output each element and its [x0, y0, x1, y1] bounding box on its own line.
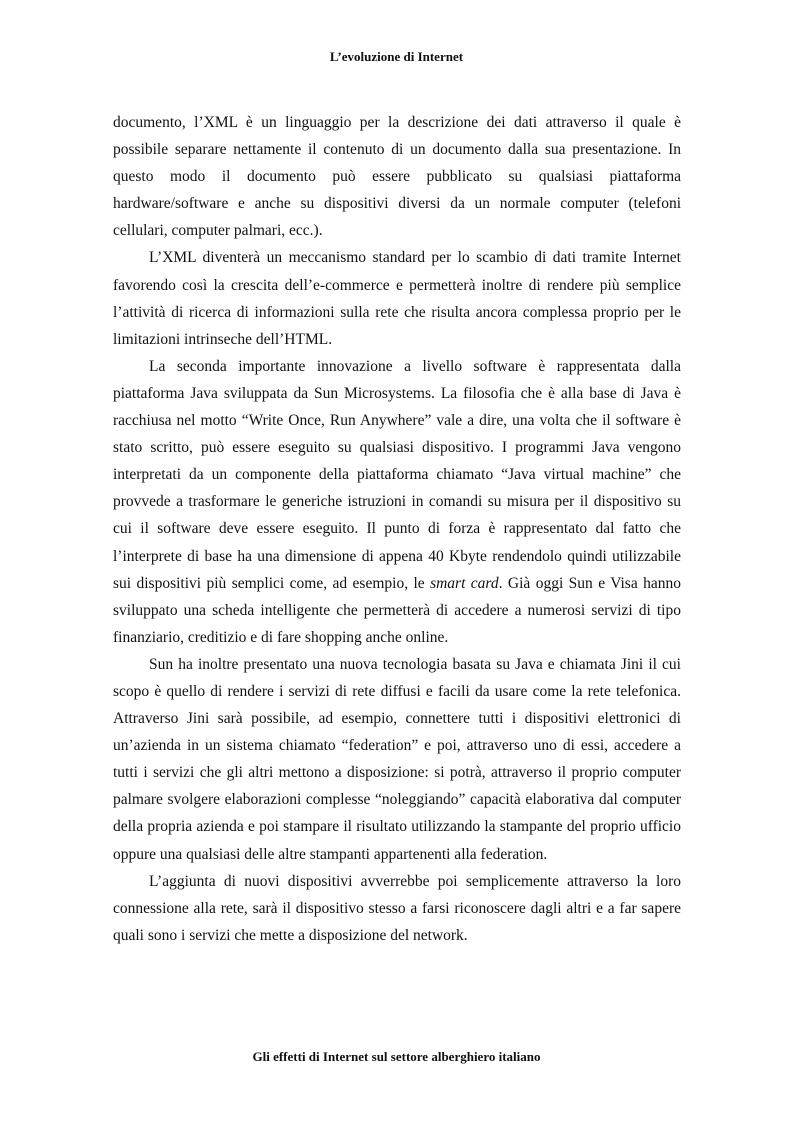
paragraph-xml-continuation: documento, l’XML è un linguaggio per la descrizione dei dati attraverso il quale è possibile separare nettamente il contenuto di un documento dalla sua presentazione. In questo modo il documento può essere pubblicato su qualsiasi piattaforma hardware/software e anche su dispositivi diversi da un normale computer (telefoni cellulari, computer palmari, ecc.).	[113, 114, 681, 240]
paragraph-java-text-start: La seconda importante innovazione a livello software è rappresentata dalla piattaforma Java sviluppata da Sun Microsystems. La filosofia che è alla base di Java è racchiusa nel motto “Write Once, Run Anywhere” vale a dire, una volta che il software è stato scritto, può essere eseguito su qualsiasi dispositivo. I programmi Java vengono interpretati da un componente della piattaforma chiamato “Java virtual machine” che provvede a trasformare le generiche istruzioni in comandi su misura per il dispositivo su cui il software deve essere eseguito. Il punto di forza è rappresentato dal fatto che l’interprete di base ha una dimensione di appena 40 Kbyte rendendolo quindi utilizzabile sui dispositivi più semplici come, ad esempio, le	[113, 357, 681, 592]
smart-card-term: smart card	[430, 574, 499, 592]
paragraph-java	[113, 353, 681, 651]
paragraph-java-text-end: . Già oggi Sun e Visa hanno sviluppato una scheda intelligente che permetterà di accedere a numerosi servizi di tipo finanziario, creditizio e di fare shopping anche online.	[113, 574, 681, 646]
paragraph-new-devices: L’aggiunta di nuovi dispositivi avverrebbe poi semplicemente attraverso la loro connessione alla rete, sarà il dispositivo stesso a farsi riconoscere dagli altri e a far sapere quali sono i servizi che mette a disposizione del network.	[113, 872, 681, 944]
paragraph-jini: Sun ha inoltre presentato una nuova tecnologia basata su Java e chiamata Jini il cui scopo è quello di rendere i servizi di rete diffusi e facili da usare come la rete telefonica. Attraverso Jini sarà possibile, ad esempio, connettere tutti i dispositivi elettronici di un’azienda in un sistema chiamato “federation” e poi, attraverso uno di essi, accedere a tutti i servizi che gli altri mettono a disposizione: si potrà, attraverso il proprio computer palmare svolgere elaborazioni complesse “noleggiando” capacità elaborativa dal computer della propria azienda e poi stampare il risultato utilizzando la stampante del proprio ufficio oppure una qualsiasi delle altre stampanti appartenenti alla federation.	[113, 655, 681, 863]
body-text	[113, 109, 681, 949]
running-header: L’evoluzione di Internet	[329, 49, 464, 64]
running-footer: Gli effetti di Internet sul settore alberghiero italiano	[252, 1049, 541, 1064]
paragraph-xml-standard: L’XML diventerà un meccanismo standard per lo scambio di dati tramite Internet favorendo così la crescita dell’e-commerce e permetterà inoltre di rendere più semplice l’attività di ricerca di informazioni sulla rete che risulta ancora complessa proprio per le limitazioni intrinseche dell’HTML.	[113, 249, 681, 348]
